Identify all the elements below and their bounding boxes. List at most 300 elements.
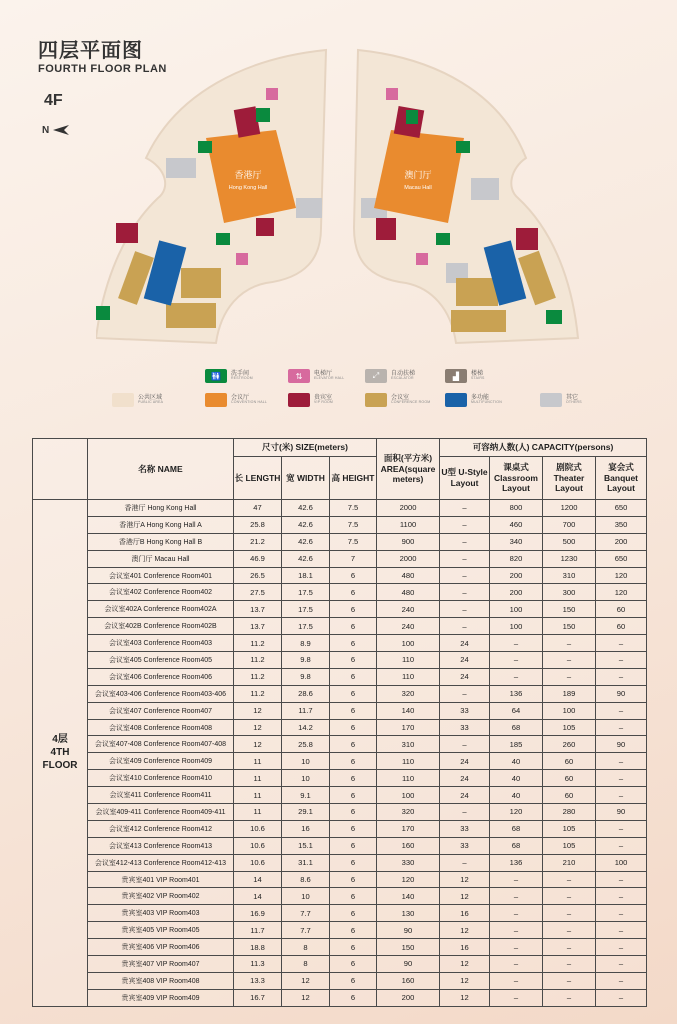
header-theater: 剧院式 Theater Layout (543, 457, 596, 500)
table-cell: 170 (377, 719, 440, 736)
table-cell: 14 (234, 888, 282, 905)
table-cell: – (440, 500, 490, 517)
room-name-cell: 会议室402A Conference Room402A (88, 601, 234, 618)
table-cell: 33 (440, 820, 490, 837)
table-cell: 10 (282, 753, 330, 770)
table-body (33, 500, 647, 1007)
table-cell: 10 (282, 770, 330, 787)
table-cell: 160 (377, 837, 440, 854)
table-cell: 120 (377, 871, 440, 888)
table-cell: 6 (330, 635, 377, 652)
table-row (33, 635, 647, 652)
table-cell: 15.1 (282, 837, 330, 854)
table-cell: – (440, 804, 490, 821)
table-cell: 11.2 (234, 635, 282, 652)
hong-kong-hall-en: Hong Kong Hall (228, 185, 268, 191)
table-cell: 150 (377, 939, 440, 956)
table-cell: 110 (377, 770, 440, 787)
table-cell: 16 (282, 820, 330, 837)
table-cell: 6 (330, 736, 377, 753)
table-cell: 7 (330, 550, 377, 567)
table-cell: 6 (330, 804, 377, 821)
table-cell: 310 (377, 736, 440, 753)
table-cell: 40 (490, 753, 543, 770)
header-blank (33, 439, 88, 500)
table-cell: 24 (440, 668, 490, 685)
table-cell: 6 (330, 956, 377, 973)
table-cell: 200 (490, 567, 543, 584)
room-name-cell: 会议室402 Conference Room402 (88, 584, 234, 601)
table-cell: – (596, 922, 647, 939)
table-cell: – (596, 668, 647, 685)
table-cell: 900 (377, 533, 440, 550)
table-cell: 1200 (543, 500, 596, 517)
table-cell: 16.9 (234, 905, 282, 922)
table-cell: 650 (596, 500, 647, 517)
table-cell: 6 (330, 871, 377, 888)
table-cell: 6 (330, 989, 377, 1006)
table-row (33, 567, 647, 584)
table-cell: 21.2 (234, 533, 282, 550)
table-cell: 40 (490, 787, 543, 804)
legend-vip-room: 贵宾室 VIP ROOM (288, 393, 333, 407)
table-cell: 1100 (377, 516, 440, 533)
table-cell: – (596, 719, 647, 736)
table-row (33, 922, 647, 939)
table-cell: 1230 (543, 550, 596, 567)
table-row (33, 652, 647, 669)
table-cell: 800 (490, 500, 543, 517)
room-name-cell: 会议室402B Conference Room402B (88, 618, 234, 635)
table-cell: – (440, 533, 490, 550)
table-cell: 6 (330, 584, 377, 601)
table-row (33, 888, 647, 905)
table-cell: 110 (377, 753, 440, 770)
table-cell: 150 (543, 601, 596, 618)
table-cell: 6 (330, 820, 377, 837)
table-cell: 185 (490, 736, 543, 753)
table-cell: 500 (543, 533, 596, 550)
table-cell: 150 (543, 618, 596, 635)
escalator-icon: ⤢ (365, 369, 387, 383)
table-row (33, 820, 647, 837)
table-row (33, 736, 647, 753)
table-cell: 6 (330, 787, 377, 804)
table-cell: 12 (234, 719, 282, 736)
table-cell: 2000 (377, 500, 440, 517)
room-name-cell: 贵宾室409 VIP Room409 (88, 989, 234, 1006)
table-cell: – (596, 972, 647, 989)
floor-plan-map (96, 38, 586, 358)
table-cell: 90 (596, 804, 647, 821)
table-cell: 480 (377, 567, 440, 584)
macau-hall-cn: 澳门厅 (404, 170, 432, 180)
table-row (33, 550, 647, 567)
table-cell: 14 (234, 871, 282, 888)
table-cell: 90 (377, 922, 440, 939)
table-cell: 24 (440, 753, 490, 770)
table-cell: 6 (330, 567, 377, 584)
table-row (33, 533, 647, 550)
room-name-cell: 会议室413 Conference Room413 (88, 837, 234, 854)
legend-elevator: ⇅ 电梯厅 ELEVATOR HALL (288, 369, 344, 383)
legend-stairs: ▟ 楼梯 STAIRS (445, 369, 485, 383)
header-name: 名称 NAME (88, 439, 234, 500)
table-cell: 136 (490, 685, 543, 702)
table-cell: 136 (490, 854, 543, 871)
table-cell: 13.7 (234, 601, 282, 618)
table-row (33, 601, 647, 618)
table-cell: – (596, 871, 647, 888)
room-name-cell: 会议室410 Conference Room410 (88, 770, 234, 787)
table-row (33, 719, 647, 736)
table-cell: – (543, 888, 596, 905)
table-cell: 820 (490, 550, 543, 567)
table-row (33, 854, 647, 871)
room-name-cell: 香港厅 Hong Kong Hall (88, 500, 234, 517)
table-cell: – (440, 618, 490, 635)
table-cell: 17.5 (282, 584, 330, 601)
table-cell: 170 (377, 820, 440, 837)
table-cell: 90 (377, 956, 440, 973)
table-cell: 460 (490, 516, 543, 533)
table-row (33, 972, 647, 989)
header-width: 宽 WIDTH (282, 457, 330, 500)
table-cell: 11.2 (234, 652, 282, 669)
table-cell: 6 (330, 922, 377, 939)
table-row (33, 871, 647, 888)
table-cell: 9.8 (282, 652, 330, 669)
table-cell: 8 (282, 939, 330, 956)
table-cell: 24 (440, 787, 490, 804)
room-name-cell: 澳门厅 Macau Hall (88, 550, 234, 567)
table-cell: 260 (543, 736, 596, 753)
table-row (33, 516, 647, 533)
table-row (33, 685, 647, 702)
table-cell: 160 (377, 972, 440, 989)
table-cell: – (440, 550, 490, 567)
table-cell: 200 (490, 584, 543, 601)
table-cell: 6 (330, 668, 377, 685)
table-cell: 6 (330, 905, 377, 922)
table-cell: – (490, 668, 543, 685)
table-cell: 27.5 (234, 584, 282, 601)
table-row (33, 804, 647, 821)
table-cell: 24 (440, 635, 490, 652)
legend-restroom: 🚻 洗手间 RESTROOM (205, 369, 253, 383)
room-name-cell: 会议室407 Conference Room407 (88, 702, 234, 719)
table-cell: 25.8 (282, 736, 330, 753)
table-row (33, 618, 647, 635)
header-height: 高 HEIGHT (330, 457, 377, 500)
table-cell: – (440, 736, 490, 753)
table-cell: 12 (440, 972, 490, 989)
table-cell: 24 (440, 652, 490, 669)
table-cell: 105 (543, 820, 596, 837)
table-cell: – (440, 567, 490, 584)
table-cell: 90 (596, 685, 647, 702)
table-cell: 9.8 (282, 668, 330, 685)
table-cell: 310 (543, 567, 596, 584)
legend-public-area: 公共区域 PUBLIC AREA (112, 393, 163, 407)
table-cell: – (596, 652, 647, 669)
table-cell: 11.7 (234, 922, 282, 939)
capacity-table (32, 438, 647, 1007)
table-cell: – (543, 972, 596, 989)
table-cell: 350 (596, 516, 647, 533)
table-cell: 330 (377, 854, 440, 871)
table-cell: 2000 (377, 550, 440, 567)
table-cell: 6 (330, 601, 377, 618)
table-cell: – (543, 871, 596, 888)
legend-escalator: ⤢ 自动扶梯 ESCALATOR (365, 369, 415, 383)
table-cell: 6 (330, 652, 377, 669)
table-row (33, 668, 647, 685)
table-cell: 12 (282, 972, 330, 989)
table-cell: 320 (377, 685, 440, 702)
room-name-cell: 香港厅A Hong Kong Hall A (88, 516, 234, 533)
table-cell: 100 (377, 787, 440, 804)
table-row (33, 787, 647, 804)
table-cell: 110 (377, 652, 440, 669)
table-cell: 189 (543, 685, 596, 702)
table-row (33, 770, 647, 787)
table-cell: – (596, 635, 647, 652)
table-cell: – (543, 668, 596, 685)
table-row (33, 702, 647, 719)
table-cell: – (490, 652, 543, 669)
table-cell: 11 (234, 787, 282, 804)
table-cell: – (596, 753, 647, 770)
table-cell: 140 (377, 702, 440, 719)
room-name-cell: 会议室408 Conference Room408 (88, 719, 234, 736)
table-cell: 10 (282, 888, 330, 905)
table-cell: 42.6 (282, 533, 330, 550)
table-cell: – (490, 888, 543, 905)
table-cell: – (543, 956, 596, 973)
table-cell: 480 (377, 584, 440, 601)
room-name-cell: 贵宾室407 VIP Room407 (88, 956, 234, 973)
table-cell: 60 (543, 753, 596, 770)
table-cell: 12 (440, 956, 490, 973)
room-name-cell: 贵宾室401 VIP Room401 (88, 871, 234, 888)
table-cell: 280 (543, 804, 596, 821)
hong-kong-hall-cn: 香港厅 (234, 170, 262, 180)
table-cell: 6 (330, 972, 377, 989)
table-cell: 90 (596, 736, 647, 753)
table-cell: 6 (330, 854, 377, 871)
table-cell: 16 (440, 905, 490, 922)
table-cell: 300 (543, 584, 596, 601)
table-cell: – (596, 770, 647, 787)
table-cell: – (543, 922, 596, 939)
page-title-en: FOURTH FLOOR PLAN (38, 63, 167, 75)
table-cell: 60 (596, 601, 647, 618)
table-cell: 10.6 (234, 837, 282, 854)
table-cell: 33 (440, 702, 490, 719)
table-cell: 6 (330, 702, 377, 719)
table-cell: 8.6 (282, 871, 330, 888)
table-cell: 110 (377, 668, 440, 685)
legend-others: 其它 OTHERS (540, 393, 582, 407)
table-cell: 24 (440, 770, 490, 787)
table-cell: 7.7 (282, 922, 330, 939)
legend-multifunction: 多功能 MULTIFUNCTION (445, 393, 502, 407)
table-cell: – (440, 601, 490, 618)
page-title-cn: 四层平面图 (38, 40, 143, 62)
table-cell: 120 (596, 567, 647, 584)
table-cell: 100 (377, 635, 440, 652)
table-cell: – (440, 584, 490, 601)
table-row (33, 500, 647, 517)
table-cell: – (543, 635, 596, 652)
table-cell: 10.6 (234, 854, 282, 871)
table-cell: – (490, 956, 543, 973)
table-cell: 6 (330, 770, 377, 787)
table-cell: 8 (282, 956, 330, 973)
room-name-cell: 会议室401 Conference Room401 (88, 567, 234, 584)
table-cell: 200 (596, 533, 647, 550)
table-cell: – (440, 685, 490, 702)
table-row (33, 837, 647, 854)
table-cell: 42.6 (282, 500, 330, 517)
table-cell: 18.1 (282, 567, 330, 584)
table-cell: – (490, 989, 543, 1006)
table-cell: – (490, 972, 543, 989)
table-cell: 12 (234, 702, 282, 719)
table-cell: 6 (330, 618, 377, 635)
table-cell: 12 (234, 736, 282, 753)
table-cell: 7.5 (330, 500, 377, 517)
legend-conference-room: 会议室 CONFERENCE ROOM (365, 393, 430, 407)
table-cell: 100 (490, 601, 543, 618)
table-cell: 6 (330, 837, 377, 854)
table-cell: – (440, 854, 490, 871)
floor-tag: 4F (44, 92, 63, 109)
table-cell: 12 (440, 888, 490, 905)
table-row (33, 956, 647, 973)
table-cell: 29.1 (282, 804, 330, 821)
table-cell: 46.9 (234, 550, 282, 567)
table-cell: 68 (490, 837, 543, 854)
table-cell: 12 (282, 989, 330, 1006)
table-cell: – (490, 905, 543, 922)
room-name-cell: 香港厅B Hong Kong Hall B (88, 533, 234, 550)
header-area: 面积(平方米) AREA(square meters) (377, 439, 440, 500)
table-cell: – (596, 837, 647, 854)
table-cell: – (543, 652, 596, 669)
table-cell: 16 (440, 939, 490, 956)
header-length: 长 LENGTH (234, 457, 282, 500)
legend-convention-hall: 会议厅 CONVENTION HALL (205, 393, 267, 407)
table-row (33, 905, 647, 922)
room-name-cell: 会议室403-406 Conference Room403-406 (88, 685, 234, 702)
table-cell: 47 (234, 500, 282, 517)
table-cell: 11.3 (234, 956, 282, 973)
table-cell: – (543, 989, 596, 1006)
table-cell: 700 (543, 516, 596, 533)
table-cell: 6 (330, 939, 377, 956)
table-cell: 6 (330, 719, 377, 736)
table-row (33, 753, 647, 770)
table-cell: – (490, 922, 543, 939)
table-cell: 100 (543, 702, 596, 719)
table-cell: 7.5 (330, 533, 377, 550)
table-cell: 8.9 (282, 635, 330, 652)
table-cell: 12 (440, 989, 490, 1006)
table-cell: – (440, 516, 490, 533)
table-cell: 17.5 (282, 618, 330, 635)
table-cell: – (490, 871, 543, 888)
table-cell: 140 (377, 888, 440, 905)
table-cell: 17.5 (282, 601, 330, 618)
table-row (33, 989, 647, 1006)
table-cell: 13.7 (234, 618, 282, 635)
table-cell: 40 (490, 770, 543, 787)
table-row (33, 939, 647, 956)
table-cell: 11.2 (234, 668, 282, 685)
table-cell: 11 (234, 804, 282, 821)
table-cell: 16.7 (234, 989, 282, 1006)
header-size: 尺寸(米) SIZE(meters) (234, 439, 377, 457)
table-cell: 11.7 (282, 702, 330, 719)
room-name-cell: 会议室407-408 Conference Room407-408 (88, 736, 234, 753)
table-cell: 120 (490, 804, 543, 821)
header-banquet: 宴会式 Banquet Layout (596, 457, 647, 500)
restroom-icon: 🚻 (205, 369, 227, 383)
table-cell: 60 (596, 618, 647, 635)
table-cell: 33 (440, 719, 490, 736)
table-cell: – (490, 939, 543, 956)
table-cell: 28.6 (282, 685, 330, 702)
north-label: N (42, 124, 50, 136)
table-cell: – (543, 905, 596, 922)
table-cell: 11.2 (234, 685, 282, 702)
table-cell: 68 (490, 820, 543, 837)
room-name-cell: 贵宾室405 VIP Room405 (88, 922, 234, 939)
table-cell: 42.6 (282, 516, 330, 533)
elevator-icon: ⇅ (288, 369, 310, 383)
room-name-cell: 贵宾室406 VIP Room406 (88, 939, 234, 956)
room-name-cell: 会议室412-413 Conference Room412-413 (88, 854, 234, 871)
floor-label: 4层 4TH FLOOR (33, 500, 88, 1007)
header-u-style: U型 U-Style Layout (440, 457, 490, 500)
table-cell: 320 (377, 804, 440, 821)
table-cell: 240 (377, 601, 440, 618)
room-name-cell: 会议室409 Conference Room409 (88, 753, 234, 770)
table-cell: 200 (377, 989, 440, 1006)
table-cell: – (596, 956, 647, 973)
stairs-icon: ▟ (445, 369, 467, 383)
table-cell: 42.6 (282, 550, 330, 567)
table-cell: 100 (596, 854, 647, 871)
table-cell: 13.3 (234, 972, 282, 989)
table-cell: – (596, 702, 647, 719)
room-name-cell: 会议室405 Conference Room405 (88, 652, 234, 669)
table-cell: 100 (490, 618, 543, 635)
table-cell: – (596, 787, 647, 804)
table-cell: 240 (377, 618, 440, 635)
compass-arrow-icon (51, 124, 71, 136)
room-name-cell: 贵宾室402 VIP Room402 (88, 888, 234, 905)
table-cell: 7.7 (282, 905, 330, 922)
table-cell: 7.5 (330, 516, 377, 533)
table-cell: 11 (234, 753, 282, 770)
north-indicator (42, 124, 71, 136)
table-cell: – (543, 939, 596, 956)
table-cell: 60 (543, 787, 596, 804)
table-cell: 31.1 (282, 854, 330, 871)
